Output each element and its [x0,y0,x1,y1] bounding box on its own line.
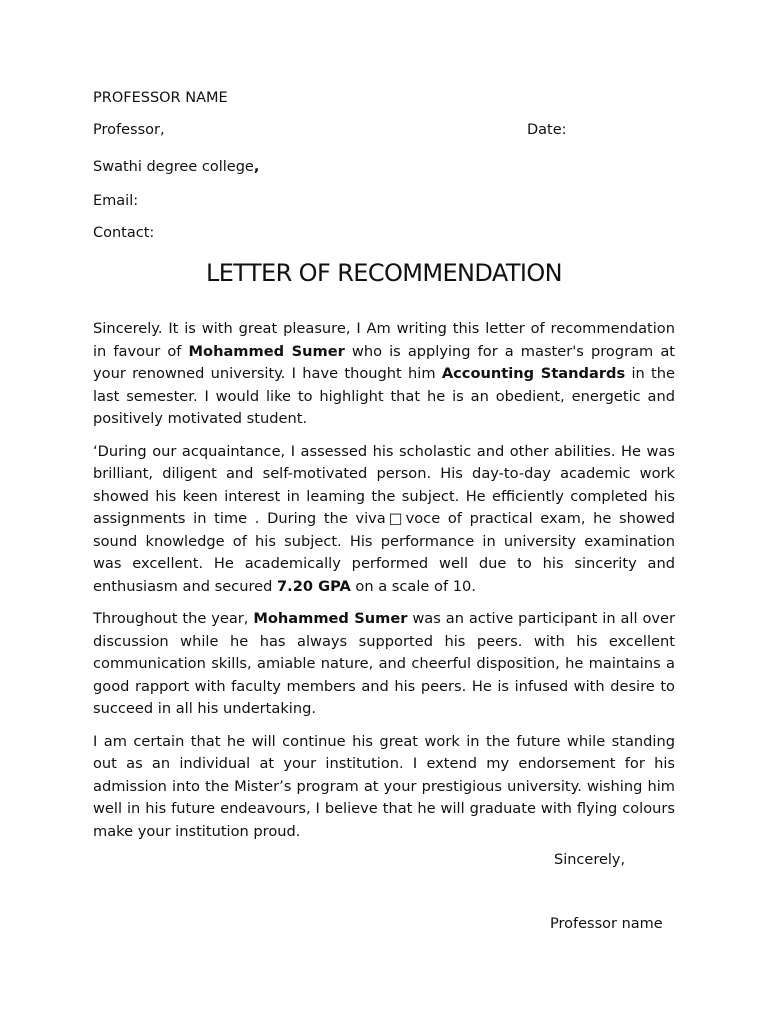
professor-name: PROFESSOR NAME [93,90,228,106]
paragraph-3-text-2: was an active participant in all over discussion while he has always supported his peers. with his excellent communication skills, amiable nature, and cheerful disposition, he maintains a good rapport with faculty members and his peers. He is infused with desire to succeed in all his undertaking. [93,610,676,717]
date-label: Date: [527,122,567,138]
student-name-bold: Mohammed Sumer [188,342,345,360]
letter-body [93,318,675,853]
paragraph-3 [93,608,675,721]
paragraph-4 [93,731,675,844]
letter-title: LETTER OF RECOMMENDATION [205,259,563,287]
paragraph-1-text-3: in the last semester. I would like to highlight that he is an obedient, energetic and positively motivated student. [93,365,675,427]
contact-label: Contact: [93,225,155,241]
subject-bold: Accounting Standards [441,365,626,382]
gpa-bold: 7.20 GPA [277,577,351,595]
closing-salutation: Sincerely, [554,852,626,868]
college-comma: , [253,159,260,175]
paragraph-1 [93,318,675,431]
student-name-bold-2: Mohammed Sumer [253,610,408,627]
paragraph-2-text-1: ‘During our acquaintance, I assessed his scholastic and other abilities. He was brilliant, diligent and self-motivated person. His day-to-day academic work showed his keen interest in leaming the subject. He efficiently completed his assignments in time . During the viva□voce of practical exam, he showed sound knowledge of his subject. His performance in university examination was excellent. He academically performed well due to his sincerity and enthusiasm and secured [93,442,675,595]
paragraph-1-text-2: who is applying for a master's program at your renowned university. I have thought him [93,342,675,382]
paragraph-2-text-2: on a scale of 10. [350,577,476,595]
paragraph-2 [93,441,675,599]
signature-name: Professor name [550,916,663,932]
paragraph-3-text-1: Throughout the year, [93,610,254,627]
paragraph-1-text-1: Sincerely. It is with great pleasure, I Am writing this letter of recommendation in favour of [93,320,675,360]
college-name: Swathi degree college [93,159,254,175]
paragraph-4-text-1: I am certain that he will continue his great work in the future while standing out as an individual at your institution. I extend my endorsement for his admission into the Mister’s program at your prestigious university. wishing him well in his future endeavours, I believe that he will graduate with flying colours make your institution proud. [93,732,675,840]
college-line [93,158,259,176]
professor-designation: Professor, [93,122,165,138]
email-label: Email: [93,193,139,209]
